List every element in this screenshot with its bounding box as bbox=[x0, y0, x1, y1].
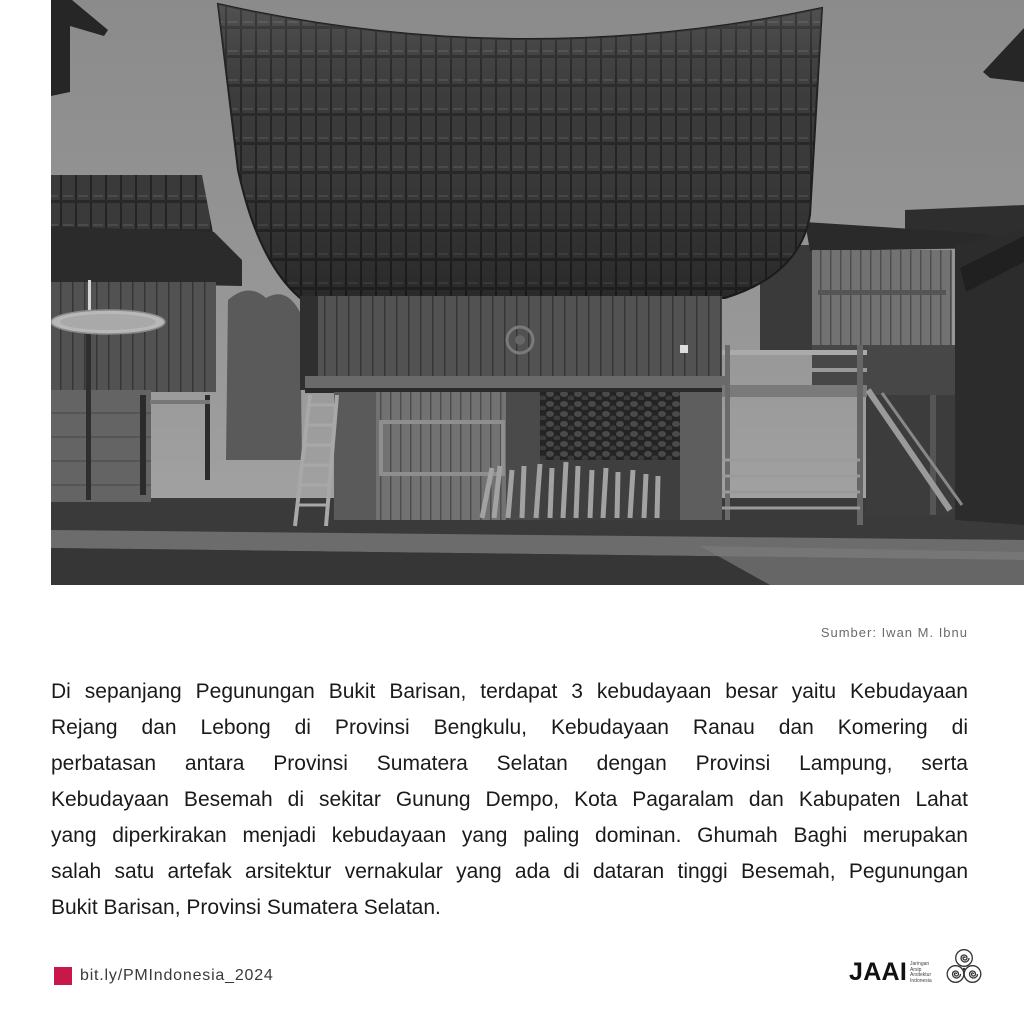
body-line: Kebudayaan Besemah di sekitar Gunung Dempo, Kota Pagaralam dan Kabupaten Lahat bbox=[51, 788, 968, 811]
tagline-line: Arsip bbox=[910, 966, 922, 973]
tagline-line: Jaringan bbox=[910, 961, 930, 967]
triple-spiral-icon-svg bbox=[944, 947, 984, 987]
body-line: perbatasan antara Provinsi Sumatera Selatan dengan Provinsi Lampung, serta bbox=[51, 752, 968, 775]
footer-link: bit.ly/PMIndonesia_2024 bbox=[80, 967, 274, 984]
photo-credit: Sumber: Iwan M. Ibnu bbox=[820, 625, 968, 640]
background-trees bbox=[226, 290, 302, 460]
tagline-line: Indonesia bbox=[910, 977, 932, 984]
house-photo bbox=[51, 0, 1024, 585]
body-line: Rejang dan Lebong di Provinsi Bengkulu, Kebudayaan Ranau dan Komering di bbox=[51, 716, 968, 739]
house-photo-drawing bbox=[51, 0, 1024, 585]
main-roof bbox=[218, 4, 822, 298]
firewood-stack bbox=[540, 392, 680, 462]
triple-spiral-icon bbox=[944, 947, 984, 987]
square-bullet-icon bbox=[54, 967, 72, 985]
tagline-line: Arsitektur bbox=[910, 972, 932, 979]
body-paragraph bbox=[51, 674, 968, 926]
body-line: yang diperkirakan menjadi kebudayaan yang paling dominan. Ghumah Baghi merupakan bbox=[51, 824, 968, 847]
body-line: salah satu artefak arsitektur vernakular yang ada di dataran tinggi Besemah, Pegunungan bbox=[51, 860, 968, 883]
jaai-wordmark: JAAI bbox=[849, 958, 908, 986]
body-line: Bukit Barisan, Provinsi Sumatera Selatan. bbox=[51, 896, 441, 919]
upper-floor bbox=[300, 296, 725, 393]
jaai-tagline bbox=[910, 962, 932, 984]
body-line: Di sepanjang Pegunungan Bukit Barisan, terdapat 3 kebudayaan besar yaitu Kebudayaan bbox=[51, 680, 968, 703]
ground-floor bbox=[334, 392, 722, 520]
